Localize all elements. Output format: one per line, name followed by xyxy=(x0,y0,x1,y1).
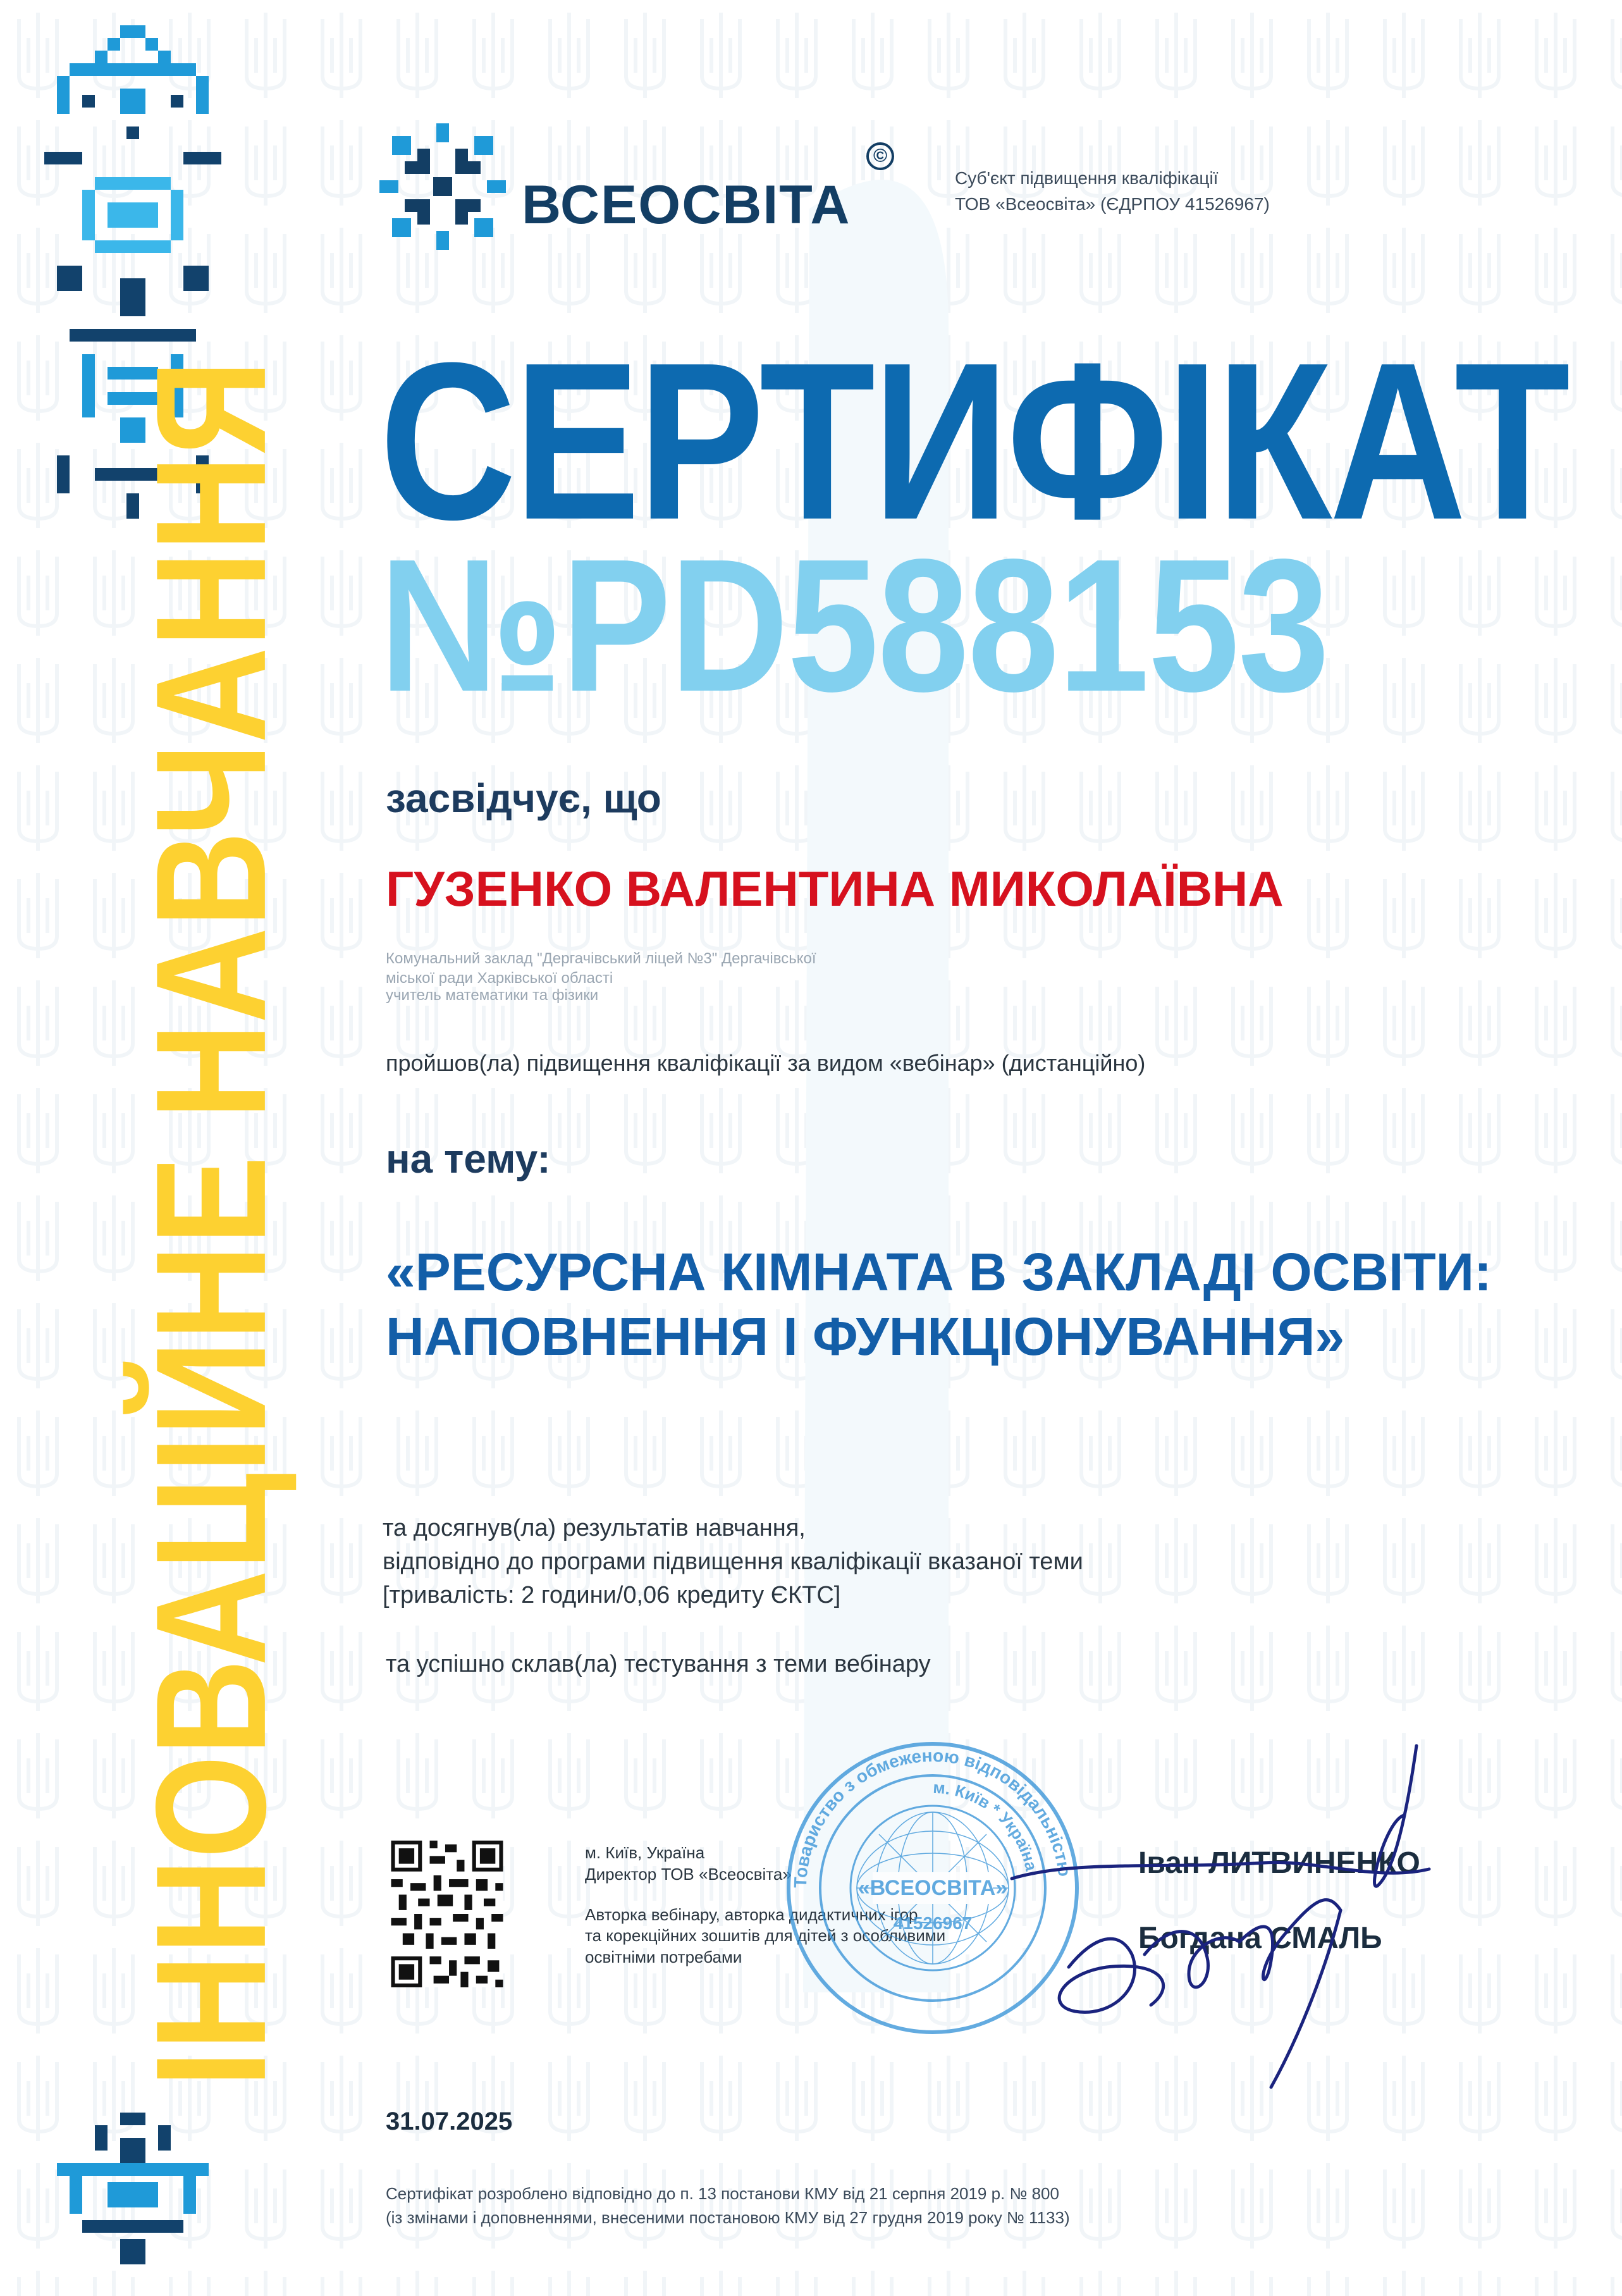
webinar-topic xyxy=(386,1240,1492,1369)
results-line1: та досягнув(ла) результатів навчання, xyxy=(383,1515,806,1541)
certificate-title: СЕРТИФІКАТ xyxy=(379,315,1568,567)
director-role: Директор ТОВ «Всеосвіта» xyxy=(585,1864,792,1884)
author-role-line2: та корекційних зошитів для дітей з особливими xyxy=(585,1926,946,1946)
subject-line2: ТОВ «Всеосвіта» (ЄДРПОУ 41526967) xyxy=(955,194,1270,214)
qr-code-icon[interactable] xyxy=(391,1841,503,1987)
legal-note xyxy=(386,2182,1070,2230)
issue-date: 31.07.2025 xyxy=(386,2108,513,2135)
brand-name: ВСЕОСВІТА xyxy=(522,175,851,235)
snowflake-logo-icon xyxy=(379,123,506,250)
side-slogan: ІННОВАЦІЙНЕ НАВЧАННЯ xyxy=(123,359,298,2087)
brand-logo xyxy=(379,123,888,250)
author-role-line1: Авторка вебінару, авторка дидактичних ігор xyxy=(585,1904,918,1924)
legal-note-line2: (із змінами і доповненнями, внесеними постановою КМУ від 27 грудня 2019 року № 1133) xyxy=(386,2207,1070,2227)
city-text: м. Київ, Україна xyxy=(585,1843,705,1862)
stamp-code-text: 41526967 xyxy=(893,1913,973,1933)
stamp-outer-text: Товариство з обмеженою відповідальністю xyxy=(790,1745,1075,1889)
training-type: пройшов(ла) підвищення кваліфікації за видом «вебінар» (дистанційно) xyxy=(386,1050,1146,1076)
handwritten-signatures-icon xyxy=(999,1733,1518,2113)
ornament-bottom-icon xyxy=(44,2113,221,2264)
results-line3: [тривалість: 2 години/0,06 кредиту ЄКТС] xyxy=(383,1582,841,1609)
org-line1: Комунальний заклад "Дергачівський ліцей №3" Дергачівської xyxy=(386,950,816,967)
learning-results xyxy=(383,1512,1083,1613)
recipient-position: учитель математики та фізики xyxy=(386,987,599,1004)
certificate-number: №PD588153 xyxy=(379,520,1329,732)
subject-line1: Суб'єкт підвищення кваліфікації xyxy=(955,168,1219,188)
copyright-mark: © xyxy=(866,142,894,170)
recipient-organization xyxy=(386,949,1018,988)
stamp-center-text: «ВСЕОСВІТА» xyxy=(857,1876,1008,1900)
qualification-subject xyxy=(955,166,1270,217)
test-passed-text: та успішно склав(ла) тестування з теми вебінару xyxy=(386,1651,931,1677)
topic-line2: НАПОВНЕННЯ І ФУНКЦІОНУВАННЯ» xyxy=(386,1307,1345,1367)
topic-line1: «РЕСУРСНА КІМНАТА В ЗАКЛАДІ ОСВІТИ: xyxy=(386,1242,1492,1302)
org-line2: міської ради Харківської області xyxy=(386,970,613,987)
certifies-text: засвідчує, що xyxy=(386,775,661,821)
author-name: Богдана СМАЛЬ xyxy=(1138,1922,1382,1955)
director-name: Іван ЛИТВИНЕНКО xyxy=(1138,1846,1420,1880)
author-role-line3: освітніми потребами xyxy=(585,1947,742,1967)
legal-note-line1: Сертифікат розроблено відповідно до п. 13 постанови КМУ від 21 серпня 2019 р. № 800 xyxy=(386,2184,1059,2203)
recipient-name: ГУЗЕНКО ВАЛЕНТИНА МИКОЛАЇВНА xyxy=(386,861,1284,917)
results-line2: відповідно до програми підвищення кваліфікації вказаної теми xyxy=(383,1548,1083,1576)
stamp-top-text: м. Київ * Україна xyxy=(932,1777,1041,1873)
topic-heading: на тему: xyxy=(386,1136,551,1182)
